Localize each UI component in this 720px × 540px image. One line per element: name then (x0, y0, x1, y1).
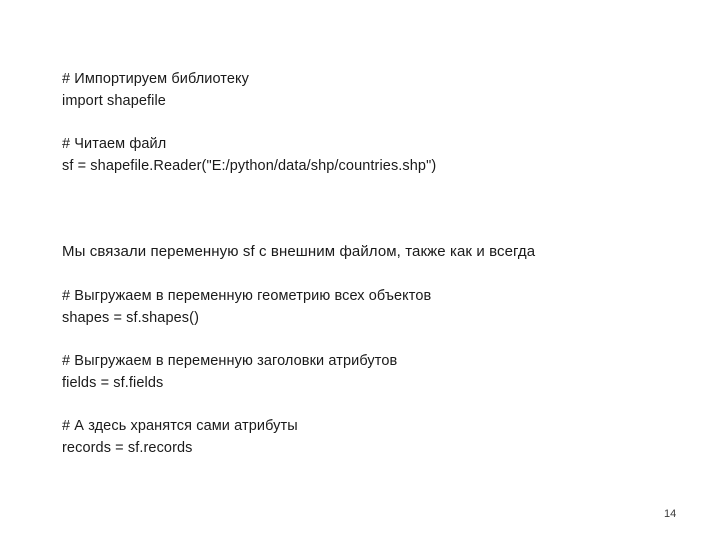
page-number: 14 (664, 508, 677, 520)
records-comment: # А здесь хранятся сами атрибуты (62, 418, 298, 434)
fields-code: fields = sf.fields (62, 375, 164, 391)
import-comment: # Импортируем библиотеку (62, 71, 249, 87)
shapes-comment: # Выгружаем в переменную геометрию всех объектов (62, 288, 432, 304)
read-code: sf = shapefile.Reader("E:/python/data/shp/countries.shp") (62, 158, 437, 174)
fields-comment: # Выгружаем в переменную заголовки атрибутов (62, 353, 398, 369)
records-code: records = sf.records (62, 440, 193, 456)
shapes-code: shapes = sf.shapes() (62, 310, 200, 326)
import-code: import shapefile (62, 93, 166, 109)
read-comment: # Читаем файл (62, 136, 167, 152)
description-text: Мы связали переменную sf с внешним файлом, также как и всегда (62, 243, 536, 260)
